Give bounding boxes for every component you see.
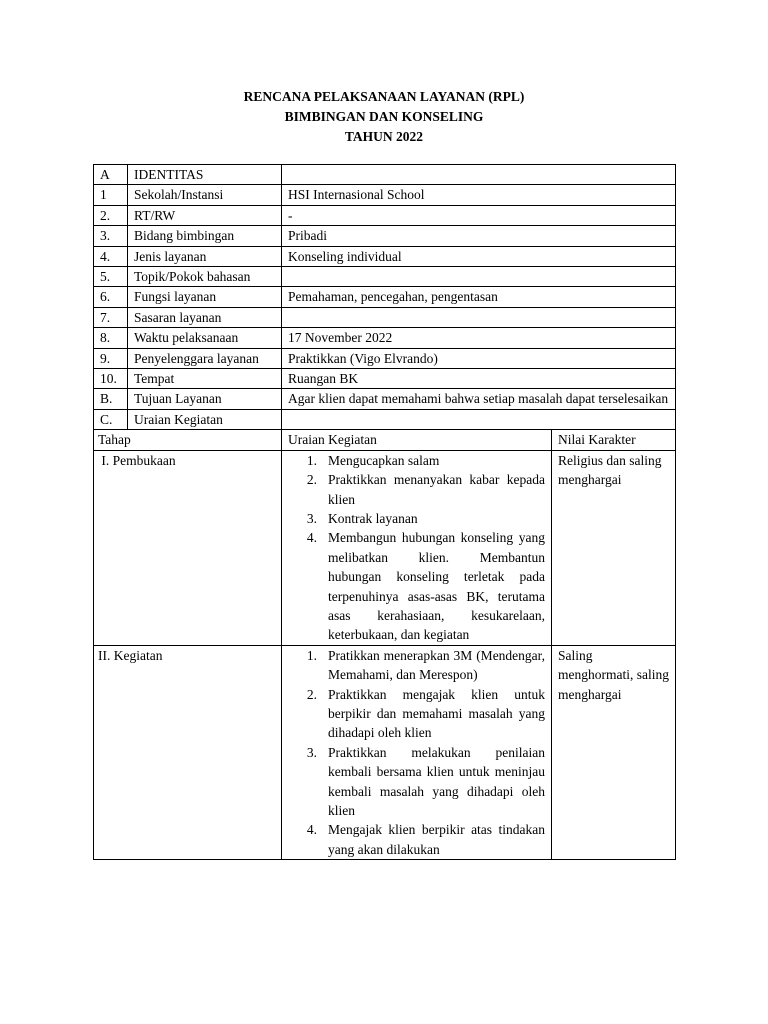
item-number: 3. <box>306 510 317 526</box>
row-number: 8. <box>94 328 128 348</box>
row-number: 6. <box>94 287 128 307</box>
stage-name: I. Pembukaan <box>94 450 282 645</box>
activity-list <box>288 451 545 645</box>
item-text: Praktikkan mengajak klien untuk berpikir dan memahami masalah yang dihadapi oleh klien <box>328 686 545 741</box>
activity-list <box>288 646 545 859</box>
activity-column-header: Uraian Kegiatan <box>282 430 552 450</box>
item-text: Kontrak layanan <box>328 510 418 526</box>
row-label: Sasaran layanan <box>128 307 282 327</box>
list-item <box>288 820 545 859</box>
list-item <box>288 470 545 509</box>
row-label: Tempat <box>128 369 282 389</box>
identity-row <box>94 287 676 307</box>
row-number: 1 <box>94 185 128 205</box>
item-text: Pratikkan menerapkan 3M (Mendengar, Memahami, dan Merespon) <box>328 647 545 683</box>
row-value: HSI Internasional School <box>282 185 676 205</box>
row-label: Fungsi layanan <box>128 287 282 307</box>
stage-column-header: Tahap <box>94 430 282 450</box>
stage-activities <box>282 645 552 859</box>
row-number: A <box>94 165 128 185</box>
item-text: Praktikkan menanyakan kabar kepada klien <box>328 472 545 507</box>
row-label: Topik/Pokok bahasan <box>128 267 282 287</box>
item-text: Mengucapkan salam <box>328 452 440 468</box>
identity-row <box>94 185 676 205</box>
title-line-1: RENCANA PELAKSANAAN LAYANAN (RPL) <box>243 89 525 104</box>
identity-row <box>94 165 676 185</box>
row-number: C. <box>94 409 128 429</box>
item-number: 1. <box>306 647 317 663</box>
list-item <box>288 685 545 743</box>
row-label: Waktu pelaksanaan <box>128 328 282 348</box>
row-label: Penyelenggara layanan <box>128 348 282 368</box>
identity-row <box>94 348 676 368</box>
stage-name: II. Kegiatan <box>94 645 282 859</box>
list-item <box>288 743 545 821</box>
row-value: - <box>282 205 676 225</box>
identity-row <box>94 409 676 429</box>
identity-row <box>94 205 676 225</box>
row-value <box>282 307 676 327</box>
row-label: Bidang bimbingan <box>128 226 282 246</box>
item-text: Praktikkan melakukan penilaian kembali bersama klien untuk meninjau kembali masalah yang dihadapi oleh klien <box>328 744 545 818</box>
row-value <box>282 409 676 429</box>
row-value: Pemahaman, pencegahan, pengentasan <box>282 287 676 307</box>
row-label: Tujuan Layanan <box>128 389 282 409</box>
row-number: 10. <box>94 369 128 389</box>
item-number: 3. <box>306 744 317 760</box>
row-value <box>282 267 676 287</box>
item-number: 1. <box>306 452 317 468</box>
character-value: Saling menghormati, saling menghargai <box>552 645 676 859</box>
identity-row <box>94 328 676 348</box>
identity-row <box>94 307 676 327</box>
row-number: 5. <box>94 267 128 287</box>
row-value: Ruangan BK <box>282 369 676 389</box>
item-number: 2. <box>306 686 317 702</box>
title-line-3: TAHUN 2022 <box>344 129 424 144</box>
character-value: Religius dan saling menghargai <box>552 450 676 645</box>
row-value: Konseling individual <box>282 246 676 266</box>
rpl-table <box>93 164 676 860</box>
item-number: 4. <box>306 530 317 546</box>
identity-row <box>94 267 676 287</box>
stage-row <box>94 645 676 859</box>
row-value <box>282 165 676 185</box>
row-value: 17 November 2022 <box>282 328 676 348</box>
stage-activities <box>282 450 552 645</box>
character-column-header: Nilai Karakter <box>552 430 676 450</box>
row-number: 9. <box>94 348 128 368</box>
row-number: 7. <box>94 307 128 327</box>
identity-row <box>94 246 676 266</box>
row-value: Pribadi <box>282 226 676 246</box>
row-label: Jenis layanan <box>128 246 282 266</box>
row-label: IDENTITAS <box>128 165 282 185</box>
list-item <box>288 509 545 528</box>
row-number: 2. <box>94 205 128 225</box>
identity-row <box>94 389 676 409</box>
identity-row <box>94 369 676 389</box>
list-item <box>288 646 545 685</box>
item-number: 4. <box>306 822 317 838</box>
row-number: 3. <box>94 226 128 246</box>
row-number: 4. <box>94 246 128 266</box>
row-number: B. <box>94 389 128 409</box>
row-value: Praktikkan (Vigo Elvrando) <box>282 348 676 368</box>
activity-header-row <box>94 430 676 450</box>
title-line-2: BIMBINGAN DAN KONSELING <box>284 109 484 124</box>
item-text: Mengajak klien berpikir atas tindakan yang akan dilakukan <box>328 822 545 857</box>
row-value: Agar klien dapat memahami bahwa setiap masalah dapat terselesaikan <box>282 389 676 409</box>
item-number: 2. <box>306 472 317 488</box>
stage-row <box>94 450 676 645</box>
list-item <box>288 528 545 644</box>
item-text: Membangun hubungan konseling yang melibatkan klien. Membantun hubungan konseling terletak pada terpenuhinya asas-asas BK, terutama asas kerahasiaan, kesukarelaan, keterbukaan, dan kegiatan <box>328 530 545 643</box>
identity-row <box>94 226 676 246</box>
list-item <box>288 451 545 470</box>
row-label: Uraian Kegiatan <box>128 409 282 429</box>
document-title <box>0 87 768 147</box>
row-label: RT/RW <box>128 205 282 225</box>
row-label: Sekolah/Instansi <box>128 185 282 205</box>
